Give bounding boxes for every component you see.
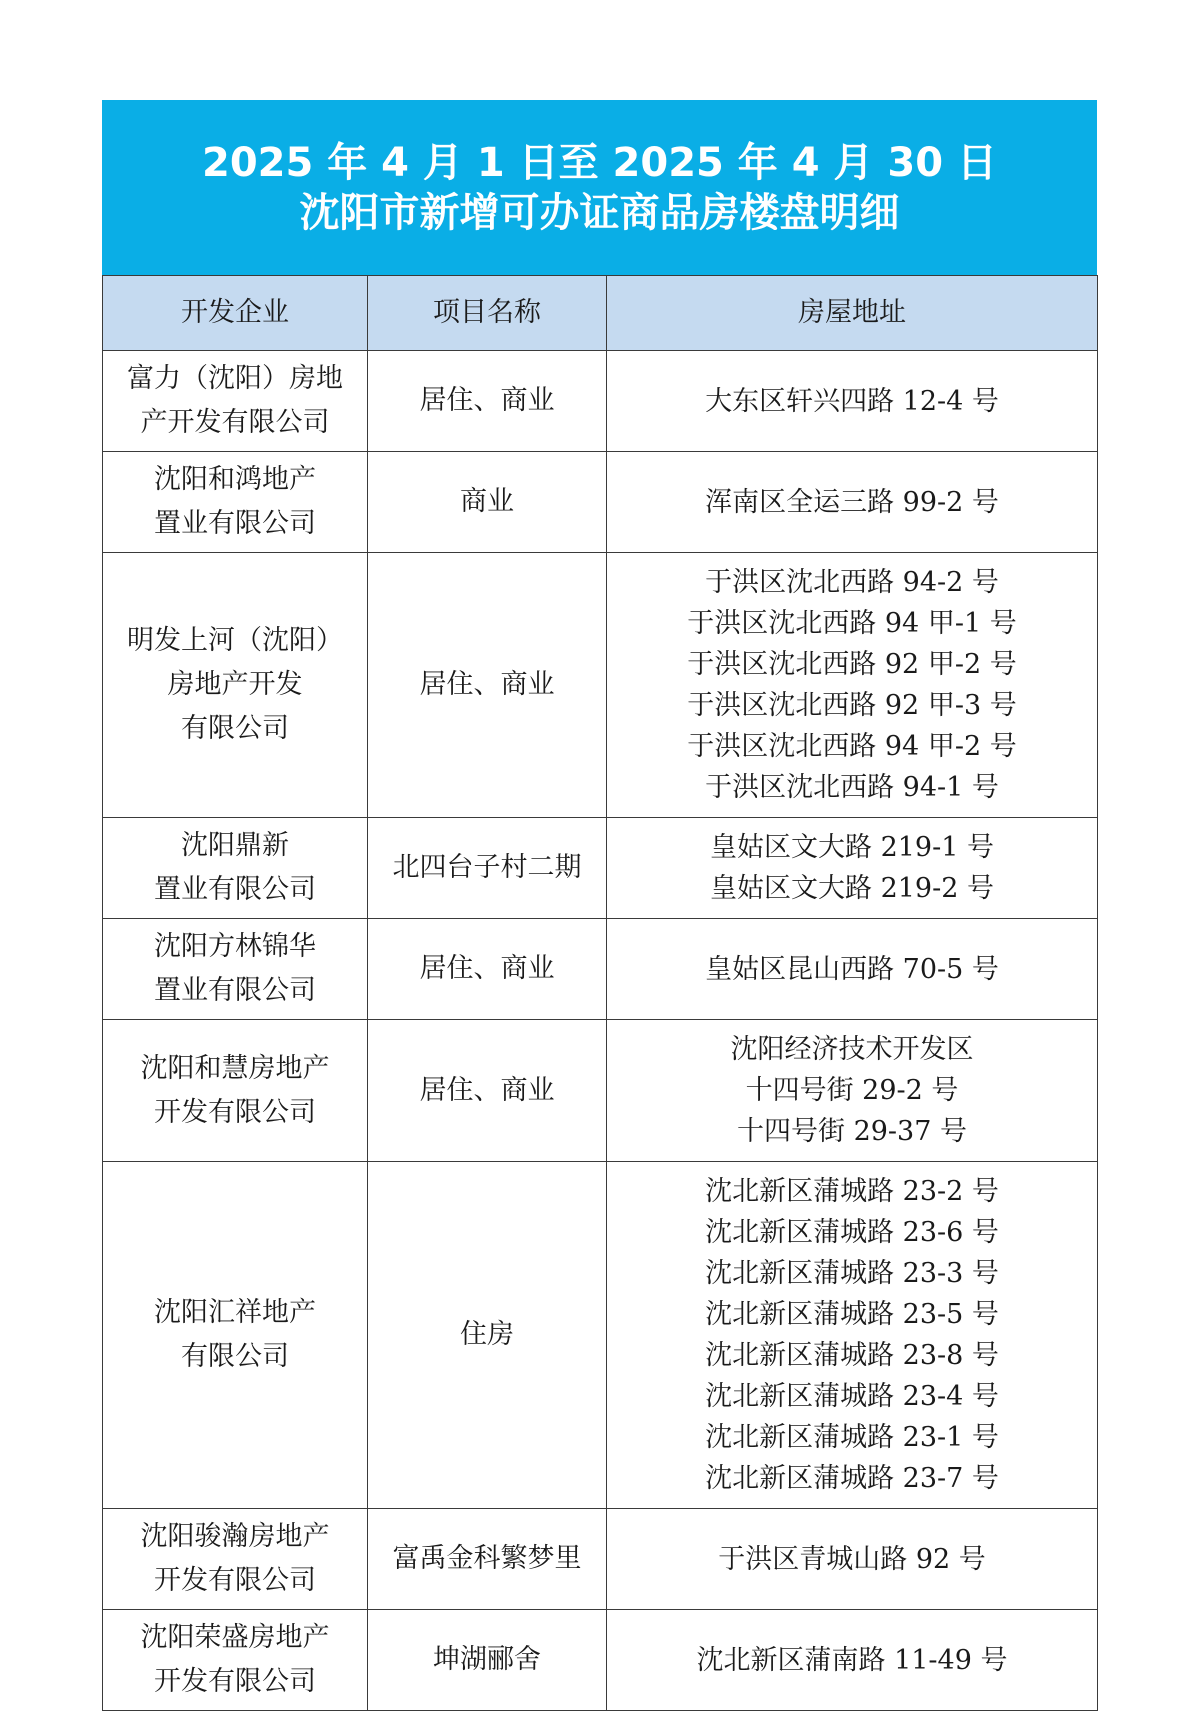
cell-address-line: 大东区轩兴四路 12-4 号	[705, 385, 999, 417]
cell-address-line: 沈北新区蒲城路 23-6 号	[705, 1217, 999, 1248]
cell-developer-line: 沈阳汇祥地产	[154, 1297, 316, 1328]
cell-address-line: 沈北新区蒲城路 23-4 号	[705, 1381, 999, 1412]
cell-developer-line: 置业有限公司	[154, 874, 316, 905]
cell-project	[368, 553, 607, 818]
cell-developer	[103, 553, 368, 818]
cell-developer	[103, 1020, 368, 1162]
table-row	[103, 1610, 1098, 1711]
cell-developer	[103, 919, 368, 1020]
cell-address-line: 于洪区沈北西路 92 甲-2 号	[687, 649, 1017, 680]
cell-address	[607, 1162, 1098, 1509]
cell-developer-line: 有限公司	[181, 713, 289, 744]
cell-address	[607, 553, 1098, 818]
table-row	[103, 1020, 1098, 1162]
table-row	[103, 553, 1098, 818]
cell-developer-line: 置业有限公司	[154, 508, 316, 539]
cell-address-line: 沈北新区蒲城路 23-1 号	[705, 1422, 999, 1453]
cell-address-line: 于洪区沈北西路 94 甲-1 号	[687, 608, 1017, 639]
document-sheet	[102, 100, 1097, 1711]
header-developer: 开发企业	[103, 276, 368, 351]
cell-project-line: 居住、商业	[419, 385, 555, 416]
cell-address	[607, 351, 1098, 452]
cell-developer	[103, 1509, 368, 1610]
listing-table	[102, 275, 1098, 1711]
cell-address	[607, 919, 1098, 1020]
cell-project-line: 居住、商业	[419, 953, 555, 984]
cell-project-line: 居住、商业	[419, 1074, 555, 1106]
table-row	[103, 1509, 1098, 1610]
cell-address-line: 沈阳经济技术开发区	[730, 1034, 974, 1065]
cell-developer-line: 有限公司	[181, 1341, 289, 1372]
cell-project-line: 北四台子村二期	[392, 852, 582, 883]
cell-address	[607, 1020, 1098, 1162]
cell-address-line: 于洪区青城山路 92 号	[718, 1543, 986, 1575]
cell-address-line: 沈北新区蒲城路 23-2 号	[705, 1176, 999, 1207]
cell-project	[368, 351, 607, 452]
cell-project	[368, 818, 607, 919]
cell-address-line: 沈北新区蒲城路 23-7 号	[705, 1463, 999, 1494]
table-header-row	[103, 276, 1098, 351]
cell-developer-line: 沈阳和鸿地产	[154, 464, 316, 495]
cell-address	[607, 452, 1098, 553]
cell-address-line: 于洪区沈北西路 94-1 号	[705, 772, 999, 803]
header-project: 项目名称	[368, 276, 607, 351]
cell-address-line: 于洪区沈北西路 94 甲-2 号	[687, 731, 1017, 762]
cell-developer-line: 富力（沈阳）房地	[127, 363, 343, 394]
cell-project	[368, 1610, 607, 1711]
cell-project	[368, 1162, 607, 1509]
cell-address-line: 沈北新区蒲南路 11-49 号	[696, 1644, 1008, 1676]
table-row	[103, 351, 1098, 452]
cell-address-line: 沈北新区蒲城路 23-3 号	[705, 1258, 999, 1289]
cell-developer-line: 开发有限公司	[154, 1666, 316, 1697]
cell-address-line: 皇姑区文大路 219-2 号	[709, 873, 994, 904]
cell-project	[368, 1020, 607, 1162]
cell-developer-line: 房地产开发	[167, 669, 303, 700]
cell-developer-line: 沈阳方林锦华	[154, 931, 316, 962]
cell-address	[607, 1610, 1098, 1711]
cell-developer-line: 沈阳和慧房地产	[140, 1052, 330, 1084]
cell-project-line: 住房	[460, 1319, 514, 1350]
cell-address	[607, 1509, 1098, 1610]
cell-project-line: 坤湖郦舍	[433, 1644, 541, 1675]
cell-developer	[103, 818, 368, 919]
cell-address-line: 十四号街 29-37 号	[736, 1116, 967, 1147]
cell-developer-line: 明发上河（沈阳）	[127, 625, 343, 656]
cell-project	[368, 1509, 607, 1610]
cell-address-line: 浑南区全运三路 99-2 号	[705, 486, 999, 518]
cell-address-line: 沈北新区蒲城路 23-8 号	[705, 1340, 999, 1371]
cell-address-line: 十四号街 29-2 号	[745, 1075, 959, 1106]
cell-address	[607, 818, 1098, 919]
cell-project	[368, 452, 607, 553]
cell-developer-line: 沈阳鼎新	[181, 830, 289, 861]
cell-developer	[103, 452, 368, 553]
table-row	[103, 1162, 1098, 1509]
cell-developer	[103, 1610, 368, 1711]
cell-developer	[103, 1162, 368, 1509]
cell-developer-line: 沈阳荣盛房地产	[140, 1622, 330, 1653]
cell-developer	[103, 351, 368, 452]
table-row	[103, 919, 1098, 1020]
cell-developer-line: 开发有限公司	[154, 1565, 316, 1596]
cell-project	[368, 919, 607, 1020]
cell-address-line: 于洪区沈北西路 94-2 号	[705, 567, 999, 598]
header-address: 房屋地址	[607, 276, 1098, 351]
cell-address-line: 皇姑区昆山西路 70-5 号	[705, 953, 999, 985]
cell-project-line: 富禹金科繁梦里	[392, 1543, 582, 1574]
cell-address-line: 沈北新区蒲城路 23-5 号	[705, 1299, 999, 1330]
cell-address-line: 皇姑区文大路 219-1 号	[709, 832, 994, 863]
title-banner	[102, 100, 1097, 275]
cell-developer-line: 产开发有限公司	[140, 407, 330, 438]
cell-project-line: 居住、商业	[419, 669, 555, 700]
cell-developer-line: 沈阳骏瀚房地产	[140, 1521, 330, 1552]
table-row	[103, 452, 1098, 553]
cell-developer-line: 置业有限公司	[154, 975, 316, 1006]
cell-developer-line: 开发有限公司	[154, 1096, 316, 1128]
cell-project-line: 商业	[460, 486, 514, 517]
title-line-2: 沈阳市新增可办证商品房楼盘明细	[299, 190, 900, 236]
cell-address-line: 于洪区沈北西路 92 甲-3 号	[687, 690, 1017, 721]
title-line-1: 2025 年 4 月 1 日至 2025 年 4 月 30 日	[202, 140, 997, 186]
table-row	[103, 818, 1098, 919]
